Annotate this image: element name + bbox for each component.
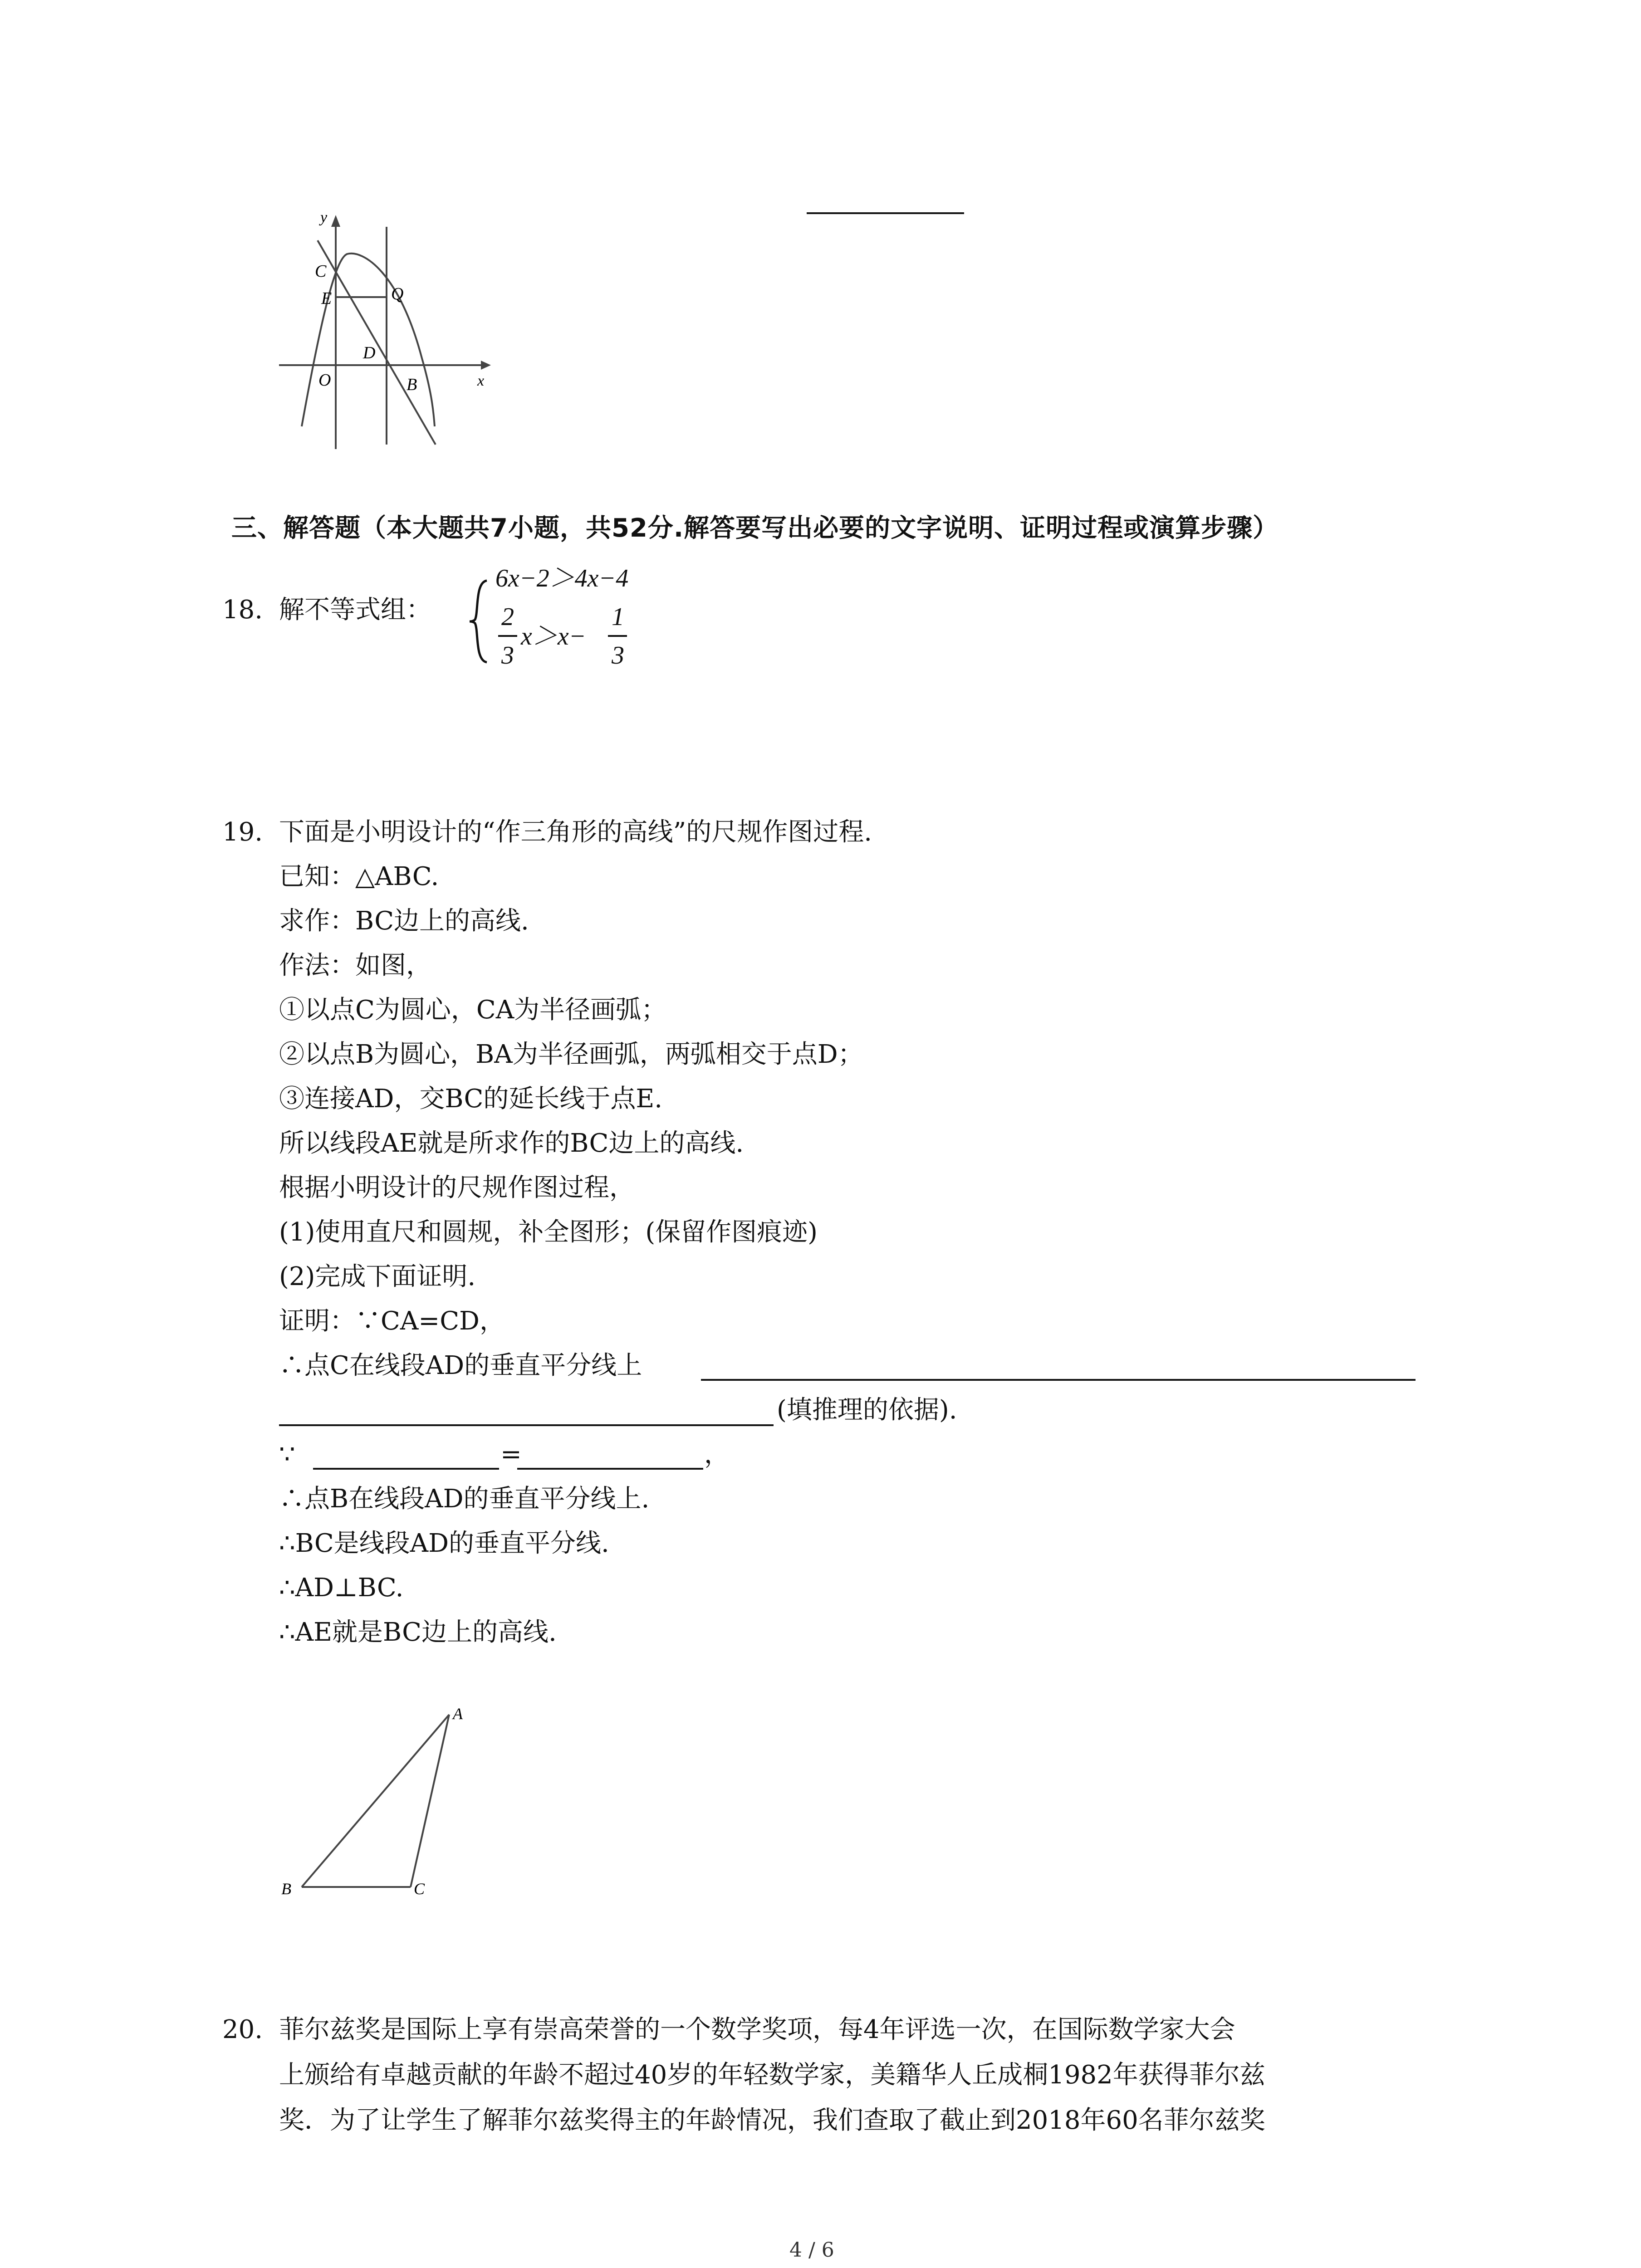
q20-line3: 奖．为了让学生了解菲尔兹奖得主的年龄情况，我们查取了截止到2018年60名菲尔兹奖: [279, 2106, 1265, 2135]
q19-part2: (2)完成下面证明.: [279, 1262, 476, 1291]
q20-number: 20.: [222, 2015, 263, 2044]
q19-blank-eq-right[interactable]: [517, 1468, 703, 1470]
q18-frac2-num: 1: [612, 603, 624, 631]
q19-proof3-eq: =: [500, 1440, 522, 1469]
q18-prompt: 解不等式组：: [279, 595, 431, 625]
triangle-label-B: B: [281, 1880, 291, 1898]
q20-line2: 上颁给有卓越贡献的年龄不超过40岁的年轻数学家，美籍华人丘成桐1982年获得菲尔兹: [279, 2060, 1265, 2090]
graph-label-Q: Q: [391, 284, 404, 303]
graph-label-y: y: [320, 209, 328, 226]
q19-intro: 下面是小明设计的“作三角形的高线”的尺规作图过程.: [279, 817, 872, 847]
parabola-graph: [268, 209, 504, 454]
q19-part1: (1)使用直尺和圆规，补全图形；(保留作图痕迹): [279, 1217, 818, 1247]
triangle-label-A: A: [453, 1705, 463, 1723]
graph-label-x: x: [477, 372, 485, 389]
q19-proof4: ∴点B在线段AD的垂直平分线上.: [279, 1484, 650, 1514]
q19-proof7: ∴AE就是BC边上的高线.: [279, 1618, 557, 1647]
triangle-label-C: C: [414, 1880, 425, 1898]
q20-line1: 菲尔兹奖是国际上享有崇高荣誉的一个数学奖项，每4年评选一次，在国际数学家大会: [279, 2015, 1235, 2044]
q19-proof3-comma: ，: [704, 1440, 730, 1469]
q19-blank-reason-1[interactable]: [701, 1379, 1416, 1381]
q19-method: 作法：如图，: [279, 951, 431, 980]
q19-conclusion: 所以线段AE就是所求作的BC边上的高线.: [279, 1129, 744, 1158]
q19-step2: ②以点B为圆心，BA为半径画弧，两弧相交于点D；: [279, 1040, 863, 1069]
q19-proof6: ∴AD⊥BC.: [279, 1573, 404, 1603]
q18-frac-bar: [498, 635, 517, 637]
q18-brace: [465, 576, 492, 667]
q18-frac2-bar: [608, 635, 627, 637]
q19-basis: 根据小明设计的尺规作图过程，: [279, 1173, 635, 1202]
q19-proof3-because: ∵: [279, 1440, 295, 1469]
q19-given: 已知：△ABC.: [279, 862, 439, 891]
triangle-abc-figure: [272, 1696, 481, 1901]
q19-step3: ③连接AD，交BC的延长线于点E.: [279, 1084, 663, 1114]
q19-step1: ①以点C为圆心，CA为半径画弧；: [279, 995, 667, 1025]
q19-proof2: ∴点C在线段AD的垂直平分线上: [279, 1351, 642, 1380]
page-number: 4 / 6: [789, 2239, 834, 2262]
q19-proof2-note: (填推理的依据).: [777, 1395, 957, 1425]
q18-frac-num: 2: [501, 603, 514, 631]
q18-line1: 6x−2＞4x−4: [495, 564, 629, 592]
graph-label-E: E: [321, 289, 332, 308]
graph-label-D: D: [363, 343, 376, 362]
graph-label-O: O: [318, 371, 331, 390]
q19-blank-reason-2[interactable]: [279, 1424, 774, 1426]
graph-label-C: C: [315, 262, 327, 281]
q19-proof1: 证明：∵CA=CD，: [279, 1306, 505, 1336]
q19-blank-eq-left[interactable]: [313, 1468, 499, 1470]
q18-line2-mid: x＞x−: [521, 622, 586, 650]
graph-label-B: B: [407, 375, 417, 394]
q18-number: 18.: [222, 595, 263, 625]
answer-blank-top: [807, 212, 964, 214]
q19-proof5: ∴BC是线段AD的垂直平分线.: [279, 1529, 609, 1558]
section-3-heading: 三、解答题（本大题共7小题，共52分.解答要写出必要的文字说明、证明过程或演算步骤）: [231, 513, 1279, 543]
q19-find: 求作：BC边上的高线.: [279, 906, 529, 936]
q18-frac2-den: 3: [612, 641, 624, 670]
q19-number: 19.: [222, 817, 263, 847]
q18-frac-den: 3: [501, 641, 514, 670]
